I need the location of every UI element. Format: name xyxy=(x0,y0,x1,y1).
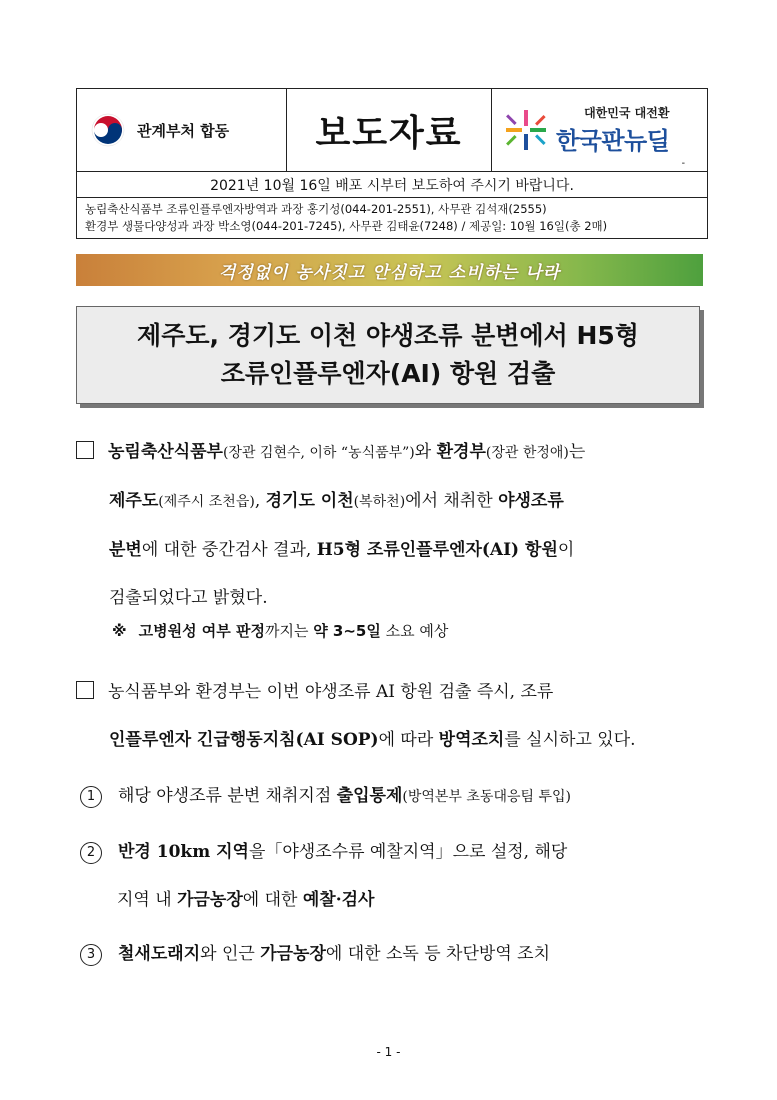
ministry-cell xyxy=(77,89,287,171)
text-icheon: 경기도 이천 xyxy=(265,491,354,511)
item2-text-2: 지역 내 xyxy=(117,890,178,910)
headline-line-2: 조류인플루엔자(AI) 항원 검출 xyxy=(220,359,556,388)
new-deal-logo-icon xyxy=(504,108,548,152)
note-line xyxy=(112,620,448,641)
slogan-text: 걱정없이 농사짓고 안심하고 소비하는 나라 xyxy=(218,262,561,283)
release-notice: 2021년 10월 16일 배포 시부터 보도하여 주시기 바랍니다. xyxy=(77,172,707,198)
item3-poultry-farm: 가금농장 xyxy=(260,944,326,964)
text-according: 에 따라 xyxy=(378,730,439,750)
circled-number: 3 xyxy=(80,944,102,966)
text-particle-2: 이 xyxy=(557,540,575,560)
ministry-label: 관계부처 합동 xyxy=(137,121,230,140)
contact-info xyxy=(77,198,707,238)
page-number: - 1 - xyxy=(376,1045,401,1059)
text-feces: 분변 xyxy=(109,540,142,560)
contact-line-2: 환경부 생물다양성과 과장 박소영(044-201-7245), 사무관 김태윤(7248) / 제공일: 10월 16일(총 2매) xyxy=(85,219,608,233)
text-mafra-note: (장관 김현수, 이하 “농식품부”) xyxy=(222,445,415,461)
headline-line-1: 제주도, 경기도 이천 야생조류 분변에서 H5형 xyxy=(137,321,639,350)
text-and: 와 xyxy=(414,442,437,462)
text-me: 환경부 xyxy=(436,442,486,462)
text-jeju: 제주도 xyxy=(109,491,159,511)
text-quarantine: 방역조치 xyxy=(438,730,505,750)
press-header xyxy=(76,88,708,239)
slogan-banner xyxy=(76,254,703,286)
brand-mark: - xyxy=(681,158,685,169)
circled-number: 1 xyxy=(80,786,102,808)
item1-note: (방역본부 초동대응팀 투입) xyxy=(402,789,571,805)
circled-number: 2 xyxy=(80,842,102,864)
note-days: 약 3∼5일 xyxy=(313,622,381,640)
item2-radius: 반경 10km 지역 xyxy=(118,842,249,862)
text-ai-sop: 인플루엔자 긴급행동지침(AI SOP) xyxy=(109,730,379,750)
note-symbol: ※ xyxy=(112,622,127,640)
text-interim-result: 에 대한 중간검사 결과, xyxy=(141,540,317,560)
text-p2-first: 농식품부와 환경부는 이번 야생조류 AI 항원 검출 즉시, 조류 xyxy=(108,682,554,702)
text-mafra: 농림축산식품부 xyxy=(108,442,223,462)
headline-box xyxy=(76,306,700,404)
brand-name: 한국판뉴딜 xyxy=(556,127,670,155)
item2-inspection: 예찰·검사 xyxy=(302,890,375,910)
paragraph-2 xyxy=(76,668,711,764)
item3-text: 와 인근 xyxy=(200,944,261,964)
item2-text: 을「야생조수류 예찰지역」으로 설정, 해당 xyxy=(248,842,568,862)
text-collected: 에서 채취한 xyxy=(405,491,499,511)
note-expected: 소요 예상 xyxy=(380,622,449,640)
list-item-2 xyxy=(80,828,710,924)
text-particle: 는 xyxy=(568,442,586,462)
item1-text: 해당 야생조류 분변 채취지점 xyxy=(118,786,337,806)
list-item-1 xyxy=(80,772,710,821)
text-wild-birds: 야생조류 xyxy=(498,491,564,511)
item3-migratory: 철새도래지 xyxy=(118,944,201,964)
note-until: 까지는 xyxy=(264,622,314,640)
brand-subtitle: 대한민국 대전환 xyxy=(584,106,670,120)
brand-cell xyxy=(492,89,707,171)
item2-poultry-farm: 가금농장 xyxy=(177,890,243,910)
checkbox-bullet-icon xyxy=(76,441,94,459)
text-comma: , xyxy=(254,491,266,511)
contact-line-1: 농림축산식품부 조류인플루엔자방역과 과장 홍기성(044-201-2551), 사무관 김석재(2555) xyxy=(85,202,547,216)
text-h5-antigen: H5형 조류인플루엔자(AI) 항원 xyxy=(316,540,558,560)
list-item-3 xyxy=(80,930,710,978)
paragraph-1 xyxy=(76,428,711,622)
text-jeju-note: (제주시 조천읍) xyxy=(158,494,255,510)
text-me-note: (장관 한정애) xyxy=(485,445,569,461)
item1-access-control: 출입통제 xyxy=(336,786,403,806)
checkbox-bullet-icon xyxy=(76,681,94,699)
text-detected: 검출되었다고 밝혔다. xyxy=(109,588,268,608)
press-release-title: 보도자료 xyxy=(315,112,463,154)
text-icheon-note: (복하천) xyxy=(353,494,406,510)
title-cell xyxy=(287,89,492,171)
note-judgement: 고병원성 여부 판정 xyxy=(138,622,265,640)
item2-text-3: 에 대한 xyxy=(242,890,303,910)
item3-text-2: 에 대한 소독 등 차단방역 조치 xyxy=(325,944,550,964)
text-conducting: 를 실시하고 있다. xyxy=(504,730,636,750)
taegeuk-emblem-icon xyxy=(91,113,125,147)
